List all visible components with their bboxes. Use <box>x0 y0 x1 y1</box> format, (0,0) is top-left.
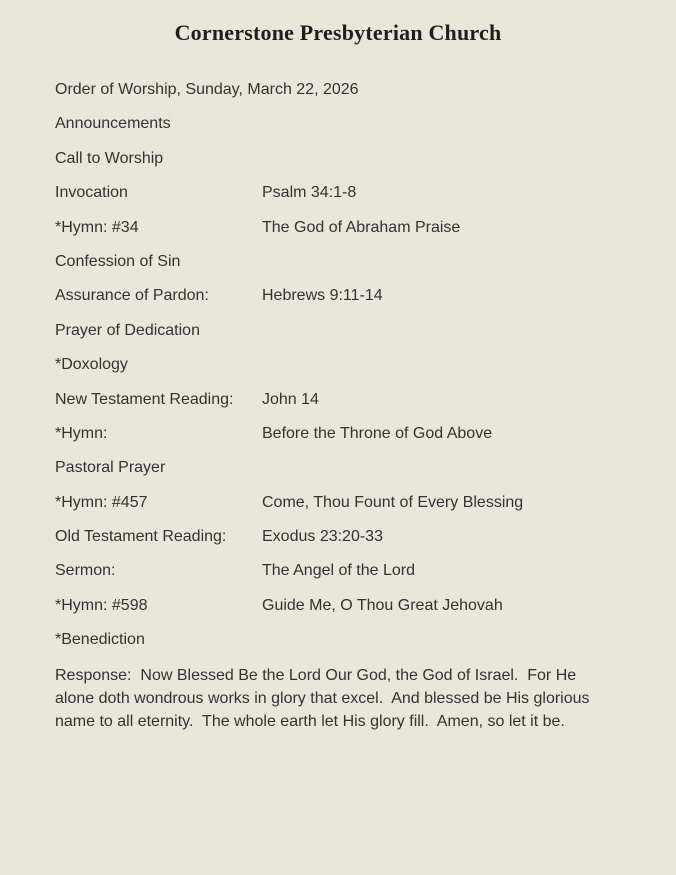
order-row-old-testament-reading <box>55 526 621 548</box>
order-row-label: Invocation <box>55 184 128 202</box>
order-row-prayer-of-dedication <box>55 320 621 342</box>
order-row-label: Old Testament Reading: <box>55 528 227 546</box>
order-row-hymn-598 <box>55 595 621 617</box>
order-row-label: *Benediction <box>55 631 145 649</box>
order-row-pastoral-prayer <box>55 457 621 479</box>
order-row-confession-of-sin <box>55 251 621 273</box>
order-row-detail: Come, Thou Fount of Every Blessing <box>262 493 524 511</box>
order-row-hymn-457 <box>55 492 621 514</box>
response-paragraph: Response: Now Blessed Be the Lord Our God, the God of Israel. For He alone doth wondrous works in glory that excel. And blessed be His glorious name to all eternity. The whole earth let His glory fill. Amen, so let it be. <box>55 666 594 730</box>
order-row-detail: Exodus 23:20-33 <box>262 528 383 546</box>
order-row-detail: Guide Me, O Thou Great Jehovah <box>262 596 503 614</box>
order-row-hymn-before-the-throne <box>55 423 621 445</box>
order-row-call-to-worship <box>55 148 621 170</box>
order-row-detail: Hebrews 9:11-14 <box>262 287 383 305</box>
order-row-label: *Doxology <box>55 356 128 374</box>
order-row-label: Confession of Sin <box>55 252 181 270</box>
order-row-detail: The Angel of the Lord <box>262 562 415 580</box>
order-row-hymn-34 <box>55 217 621 239</box>
order-row-new-testament-reading <box>55 389 621 411</box>
order-row-label: Announcements <box>55 115 171 133</box>
order-row-label: Pastoral Prayer <box>55 459 166 477</box>
order-row-date <box>55 79 621 101</box>
order-row-label: New Testament Reading: <box>55 390 234 408</box>
order-row-invocation <box>55 182 621 204</box>
order-row-detail: Before the Throne of God Above <box>262 424 493 442</box>
order-of-worship-list <box>55 79 621 651</box>
order-row-assurance-of-pardon <box>55 285 621 307</box>
order-row-announcements <box>55 113 621 135</box>
order-row-detail: The God of Abraham Praise <box>262 218 461 236</box>
order-row-label: Assurance of Pardon: <box>55 287 209 305</box>
order-row-doxology <box>55 354 621 376</box>
order-row-detail: Psalm 34:1-8 <box>262 184 357 202</box>
order-row-benediction <box>55 629 621 651</box>
order-row-label: Prayer of Dedication <box>55 321 200 339</box>
order-row-label: Call to Worship <box>55 149 164 167</box>
order-row-label: *Hymn: #457 <box>55 493 148 511</box>
order-row-label: *Hymn: <box>55 424 108 442</box>
order-row-sermon <box>55 560 621 582</box>
order-row-label: *Hymn: #598 <box>55 596 148 614</box>
church-name-title: Cornerstone Presbyterian Church <box>174 20 502 45</box>
order-row-label: *Hymn: #34 <box>55 218 139 236</box>
order-row-label: Order of Worship, Sunday, March 22, 2026 <box>55 81 359 98</box>
order-row-label: Sermon: <box>55 562 116 580</box>
order-row-detail: John 14 <box>262 390 319 408</box>
